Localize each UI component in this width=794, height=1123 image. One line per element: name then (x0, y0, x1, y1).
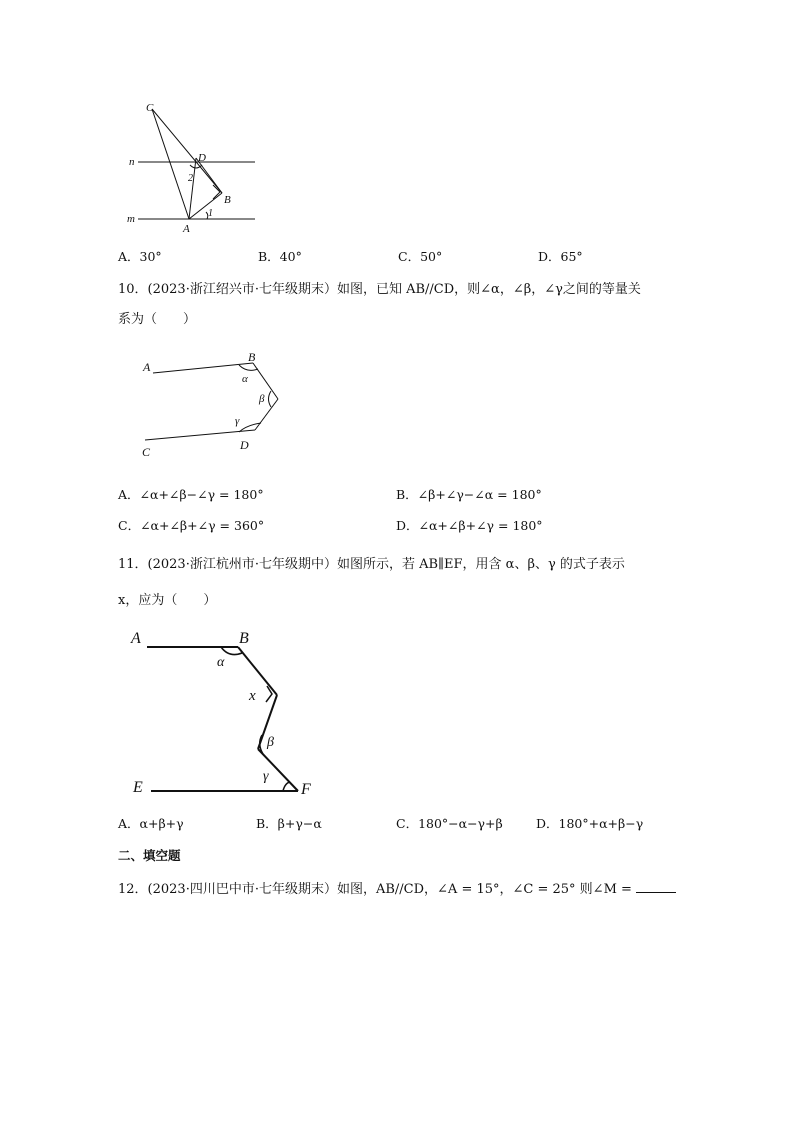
q11-stem-line2: x，应为（ ） (118, 593, 217, 608)
q11-option-b[interactable]: B．β+γ−α (256, 816, 322, 831)
q9-option-c[interactable]: C．50° (398, 249, 443, 264)
q12-stem-text: 12．(2023·四川巴中市·七年级期末）如图，AB//CD，∠A = 15°，∠C = 25° 则∠M = (118, 882, 632, 897)
q9-option-a[interactable]: A．30° (118, 249, 162, 264)
q10-stem-line1: 10．(2023·浙江绍兴市·七年级期末）如图，已知 AB//CD，则∠α，∠β，∠γ之间的等量关 (118, 282, 641, 297)
q12-stem (118, 878, 676, 900)
label-a: A (183, 223, 190, 235)
label-angle-2: 2 (188, 173, 193, 184)
label-gamma: γ (235, 415, 240, 427)
q11-option-c[interactable]: C．180°−α−γ+β (396, 816, 503, 831)
q10-option-d[interactable]: D．∠α+∠β+∠γ = 180° (396, 518, 543, 533)
label-b: B (239, 630, 249, 647)
q10-option-c[interactable]: C．∠α+∠β+∠γ = 360° (118, 518, 265, 533)
label-beta: β (267, 735, 274, 750)
q10-stem-line2: 系为（ ） (118, 312, 197, 327)
q9-option-b[interactable]: B．40° (258, 249, 302, 264)
label-b: B (224, 194, 231, 206)
q10-option-b[interactable]: B．∠β+∠γ−∠α = 180° (396, 487, 542, 502)
label-e: E (133, 779, 143, 796)
q10-figure (135, 345, 295, 460)
q11-option-a[interactable]: A．α+β+γ (118, 816, 184, 831)
label-c: C (146, 102, 154, 114)
label-x: x (249, 688, 256, 704)
label-beta: β (259, 393, 265, 405)
label-a: A (131, 630, 141, 647)
label-a: A (143, 360, 151, 374)
section-heading: 二、填空题 (118, 848, 181, 863)
label-f: F (301, 781, 311, 798)
label-m: m (127, 213, 135, 225)
q11-stem-line1: 11．(2023·浙江杭州市·七年级期中）如图所示，若 AB∥EF，用含 α、β、γ 的式子表示 (118, 557, 625, 572)
q11-figure (125, 620, 325, 805)
label-b: B (248, 350, 256, 364)
q11-option-d[interactable]: D．180°+α+β−γ (536, 816, 644, 831)
label-n: n (129, 156, 135, 168)
q9-option-d[interactable]: D．65° (538, 249, 583, 264)
q10-option-a[interactable]: A．∠α+∠β−∠γ = 180° (118, 487, 264, 502)
label-angle-1: 1 (208, 208, 213, 219)
label-d: D (240, 438, 249, 452)
label-c: C (142, 445, 151, 459)
answer-blank[interactable] (636, 878, 676, 893)
label-alpha: α (217, 655, 225, 670)
q9-figure (110, 95, 270, 240)
label-alpha: α (242, 373, 248, 385)
label-d: D (198, 152, 206, 164)
label-gamma: γ (263, 769, 269, 784)
